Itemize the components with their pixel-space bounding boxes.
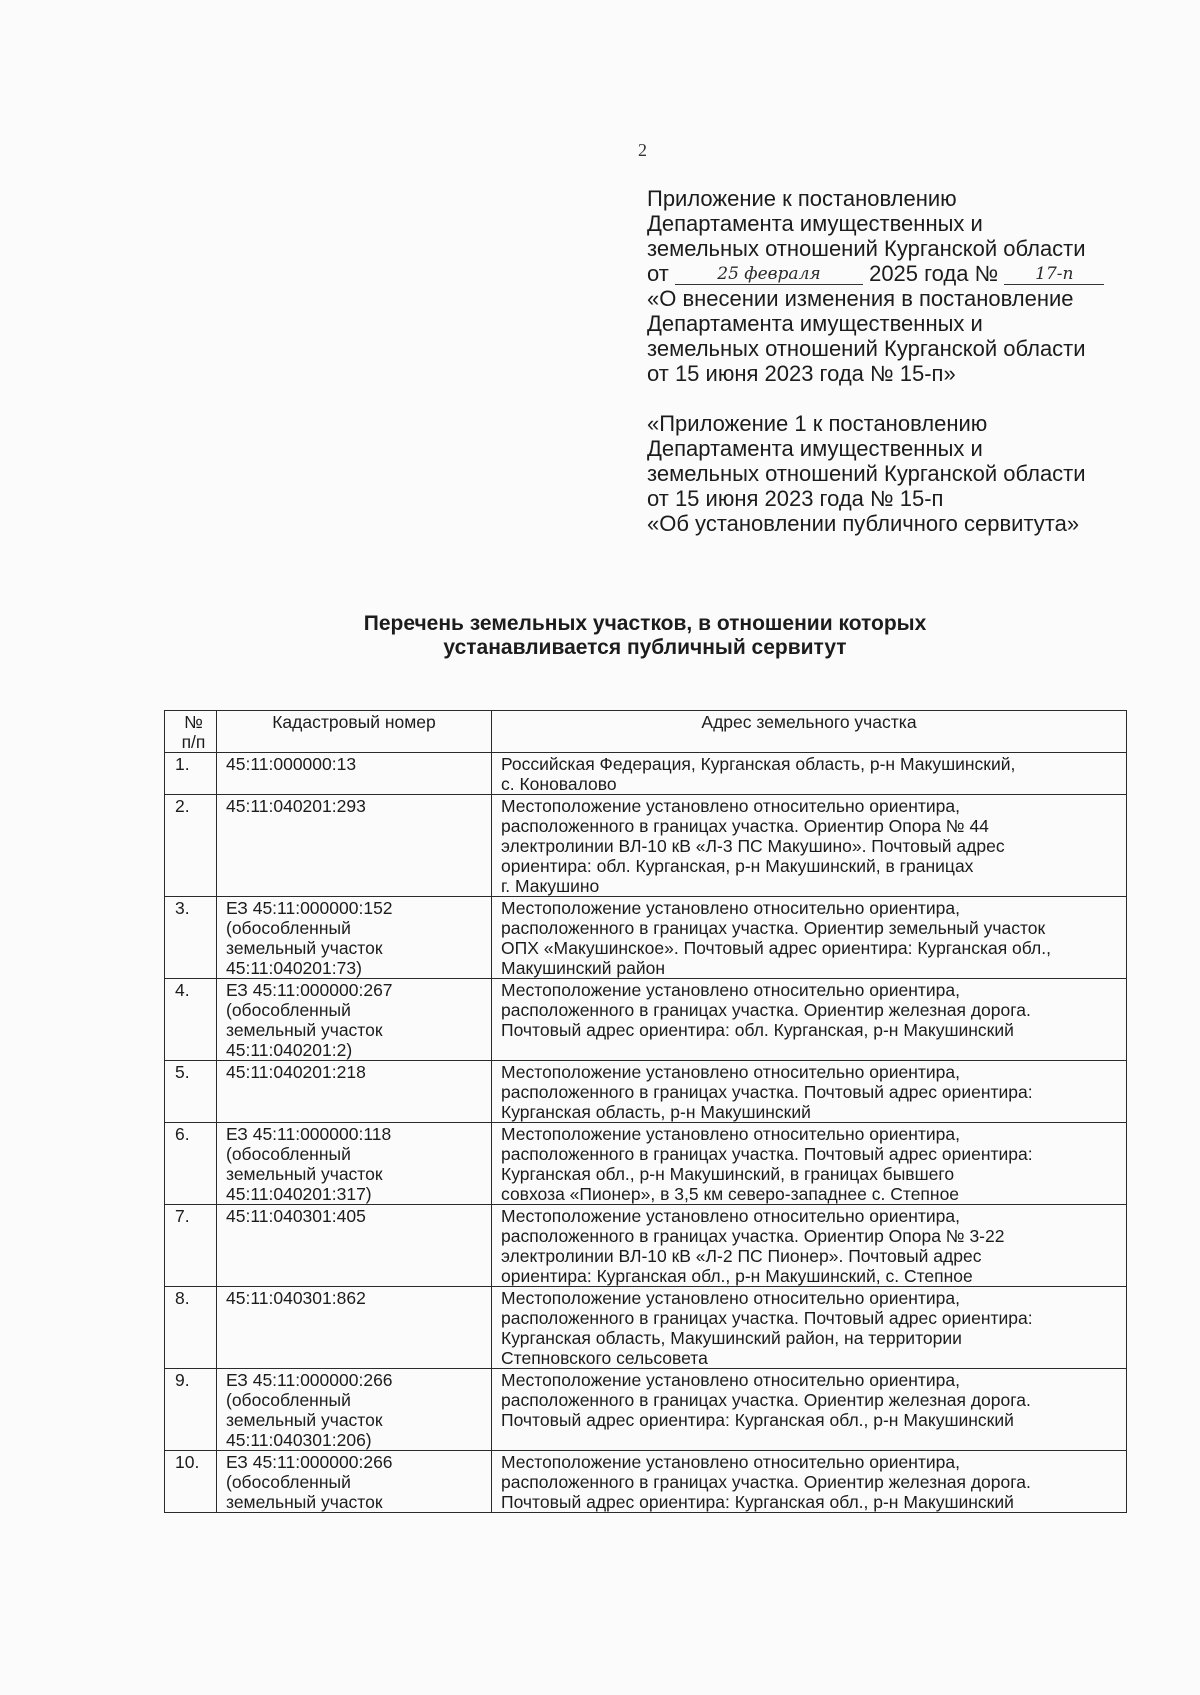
cadastral-line: 45:11:040301:862 <box>226 1288 366 1308</box>
cadastral-cell <box>217 1061 492 1123</box>
appendix-block <box>647 186 1167 536</box>
spacer <box>647 386 1167 411</box>
cadastral-cell <box>217 1451 492 1513</box>
address-cell <box>492 753 1127 795</box>
cadastral-cell <box>217 979 492 1061</box>
cadastral-line: (обособленный <box>226 1472 351 1492</box>
address-line: с. Коновалово <box>501 774 617 794</box>
row-number: 7. <box>165 1205 217 1287</box>
address-cell <box>492 1123 1127 1205</box>
table-row <box>165 795 1127 897</box>
address-line: расположенного в границах участка. Почтовый адрес ориентира: <box>501 1144 1033 1164</box>
address-cell <box>492 1451 1127 1513</box>
row-number: 2. <box>165 795 217 897</box>
cadastral-line: земельный участок <box>226 938 383 958</box>
table-row <box>165 1369 1127 1451</box>
cadastral-line: 45:11:000000:13 <box>226 754 357 774</box>
cadastral-line: 45:11:040301:206) <box>226 1430 372 1450</box>
address-line: электролинии ВЛ-10 кВ «Л-3 ПС Макушино». Почтовый адрес <box>501 836 1005 856</box>
header-cadastral: Кадастровый номер <box>217 711 492 753</box>
address-line: Местоположение установлено относительно ориентира, <box>501 796 960 816</box>
table-row <box>165 753 1127 795</box>
appendix-line: земельных отношений Курганской области <box>647 336 1086 361</box>
title-line: устанавливается публичный сервитут <box>443 636 847 659</box>
address-line: Почтовый адрес ориентира: Курганская обл., р-н Макушинский <box>501 1410 1014 1430</box>
address-line: совхоза «Пионер», в 3,5 км северо-западнее с. Степное <box>501 1184 960 1204</box>
appendix-line: от 15 июня 2023 года № 15-п <box>647 486 944 511</box>
address-line: Местоположение установлено относительно ориентира, <box>501 898 960 918</box>
cadastral-line: 45:11:040201:317) <box>226 1184 372 1204</box>
page-title <box>180 612 1110 660</box>
appendix-line: Приложение к постановлению <box>647 186 957 211</box>
cadastral-line: (обособленный <box>226 918 351 938</box>
cadastral-cell <box>217 1205 492 1287</box>
appendix-line: «Об установлении публичного сервитута» <box>647 511 1080 536</box>
address-line: ОПХ «Макушинское». Почтовый адрес ориентира: Курганская обл., <box>501 938 1051 958</box>
cadastral-line: земельный участок <box>226 1492 383 1512</box>
cadastral-line: ЕЗ 45:11:000000:118 <box>226 1124 392 1144</box>
cadastral-cell <box>217 753 492 795</box>
address-line: Почтовый адрес ориентира: обл. Курганская, р-н Макушинский <box>501 1020 1014 1040</box>
row-number: 9. <box>165 1369 217 1451</box>
address-line: Макушинский район <box>501 958 666 978</box>
cadastral-line: земельный участок <box>226 1164 383 1184</box>
row-number: 8. <box>165 1287 217 1369</box>
appendix-date-line <box>647 261 1167 286</box>
cadastral-line: 45:11:040301:405 <box>226 1206 366 1226</box>
address-line: расположенного в границах участка. Ориентир земельный участок <box>501 918 1046 938</box>
address-line: Степновского сельсовета <box>501 1348 708 1368</box>
cadastral-line: (обособленный <box>226 1390 351 1410</box>
cadastral-line: 45:11:040201:218 <box>226 1062 366 1082</box>
cadastral-cell <box>217 1287 492 1369</box>
address-line: Местоположение установлено относительно ориентира, <box>501 1452 960 1472</box>
header-number: № п/п <box>165 711 217 753</box>
cadastral-cell <box>217 1369 492 1451</box>
appendix-line: «Приложение 1 к постановлению <box>647 411 988 436</box>
address-line: Местоположение установлено относительно ориентира, <box>501 1124 960 1144</box>
table-body <box>165 753 1127 1513</box>
row-number: 5. <box>165 1061 217 1123</box>
address-line: электролинии ВЛ-10 кВ «Л-2 ПС Пионер». Почтовый адрес <box>501 1246 982 1266</box>
address-line: Местоположение установлено относительно ориентира, <box>501 1370 960 1390</box>
address-line: расположенного в границах участка. Почтовый адрес ориентира: <box>501 1308 1033 1328</box>
address-line: расположенного в границах участка. Ориентир железная дорога. <box>501 1000 1031 1020</box>
address-line: ориентира: обл. Курганская, р-н Макушинский, в границах <box>501 856 974 876</box>
address-cell <box>492 1205 1127 1287</box>
table-header-row <box>165 711 1127 753</box>
cadastral-line: 45:11:040201:73) <box>226 958 362 978</box>
cadastral-line: 45:11:040201:2) <box>226 1040 353 1060</box>
address-cell <box>492 1369 1127 1451</box>
appendix-line: земельных отношений Курганской области <box>647 461 1086 486</box>
handwritten-number: 17-п <box>1004 264 1104 285</box>
address-line: ориентира: Курганская обл., р-н Макушинский, с. Степное <box>501 1266 973 1286</box>
address-line: расположенного в границах участка. Ориентир Опора № 44 <box>501 816 989 836</box>
address-line: Местоположение установлено относительно ориентира, <box>501 1206 960 1226</box>
appendix-line: Департамента имущественных и <box>647 311 983 336</box>
address-cell <box>492 795 1127 897</box>
appendix-line: Департамента имущественных и <box>647 436 983 461</box>
address-cell <box>492 897 1127 979</box>
address-line: Российская Федерация, Курганская область, р-н Макушинский, <box>501 754 1016 774</box>
row-number: 1. <box>165 753 217 795</box>
table-row <box>165 1287 1127 1369</box>
land-parcels-table <box>164 710 1127 1513</box>
appendix-line: Департамента имущественных и <box>647 211 983 236</box>
cadastral-line: 45:11:040201:293 <box>226 796 366 816</box>
row-number: 4. <box>165 979 217 1061</box>
handwritten-date: 25 февраля <box>675 264 863 285</box>
cadastral-line: (обособленный <box>226 1144 351 1164</box>
cadastral-cell <box>217 795 492 897</box>
table-row <box>165 1451 1127 1513</box>
table-row <box>165 1061 1127 1123</box>
appendix-line: «О внесении изменения в постановление <box>647 286 1074 311</box>
header-address: Адрес земельного участка <box>492 711 1127 753</box>
year-text: 2025 года № <box>869 261 999 286</box>
address-cell <box>492 979 1127 1061</box>
address-line: Курганская область, Макушинский район, на территории <box>501 1328 962 1348</box>
address-line: расположенного в границах участка. Ориентир железная дорога. <box>501 1390 1031 1410</box>
address-line: расположенного в границах участка. Почтовый адрес ориентира: <box>501 1082 1033 1102</box>
address-line: расположенного в границах участка. Ориентир железная дорога. <box>501 1472 1031 1492</box>
table-row <box>165 1123 1127 1205</box>
row-number: 6. <box>165 1123 217 1205</box>
cadastral-line: земельный участок <box>226 1410 383 1430</box>
table-row <box>165 979 1127 1061</box>
address-line: Местоположение установлено относительно ориентира, <box>501 1288 960 1308</box>
address-line: Курганская область, р-н Макушинский <box>501 1102 811 1122</box>
appendix-line: от 15 июня 2023 года № 15-п» <box>647 361 956 386</box>
address-line: Курганская обл., р-н Макушинский, в границах бывшего <box>501 1164 955 1184</box>
cadastral-line: земельный участок <box>226 1020 383 1040</box>
address-cell <box>492 1061 1127 1123</box>
address-line: Местоположение установлено относительно ориентира, <box>501 1062 960 1082</box>
row-number: 3. <box>165 897 217 979</box>
cadastral-cell <box>217 1123 492 1205</box>
title-line: Перечень земельных участков, в отношении которых <box>363 612 927 635</box>
cadastral-cell <box>217 897 492 979</box>
table-row <box>165 897 1127 979</box>
cadastral-line: ЕЗ 45:11:000000:152 <box>226 898 393 918</box>
address-cell <box>492 1287 1127 1369</box>
appendix-line: земельных отношений Курганской области <box>647 236 1086 261</box>
address-line: г. Макушино <box>501 876 600 896</box>
address-line: расположенного в границах участка. Ориентир Опора № 3-22 <box>501 1226 1005 1246</box>
cadastral-line: ЕЗ 45:11:000000:267 <box>226 980 393 1000</box>
row-number: 10. <box>165 1451 217 1513</box>
cadastral-line: ЕЗ 45:11:000000:266 <box>226 1452 393 1472</box>
cadastral-line: (обособленный <box>226 1000 351 1020</box>
address-line: Местоположение установлено относительно ориентира, <box>501 980 960 1000</box>
page-number: 2 <box>638 140 647 160</box>
cadastral-line: ЕЗ 45:11:000000:266 <box>226 1370 393 1390</box>
address-line: Почтовый адрес ориентира: Курганская обл., р-н Макушинский <box>501 1492 1014 1512</box>
table-row <box>165 1205 1127 1287</box>
date-prefix: от <box>647 261 669 286</box>
